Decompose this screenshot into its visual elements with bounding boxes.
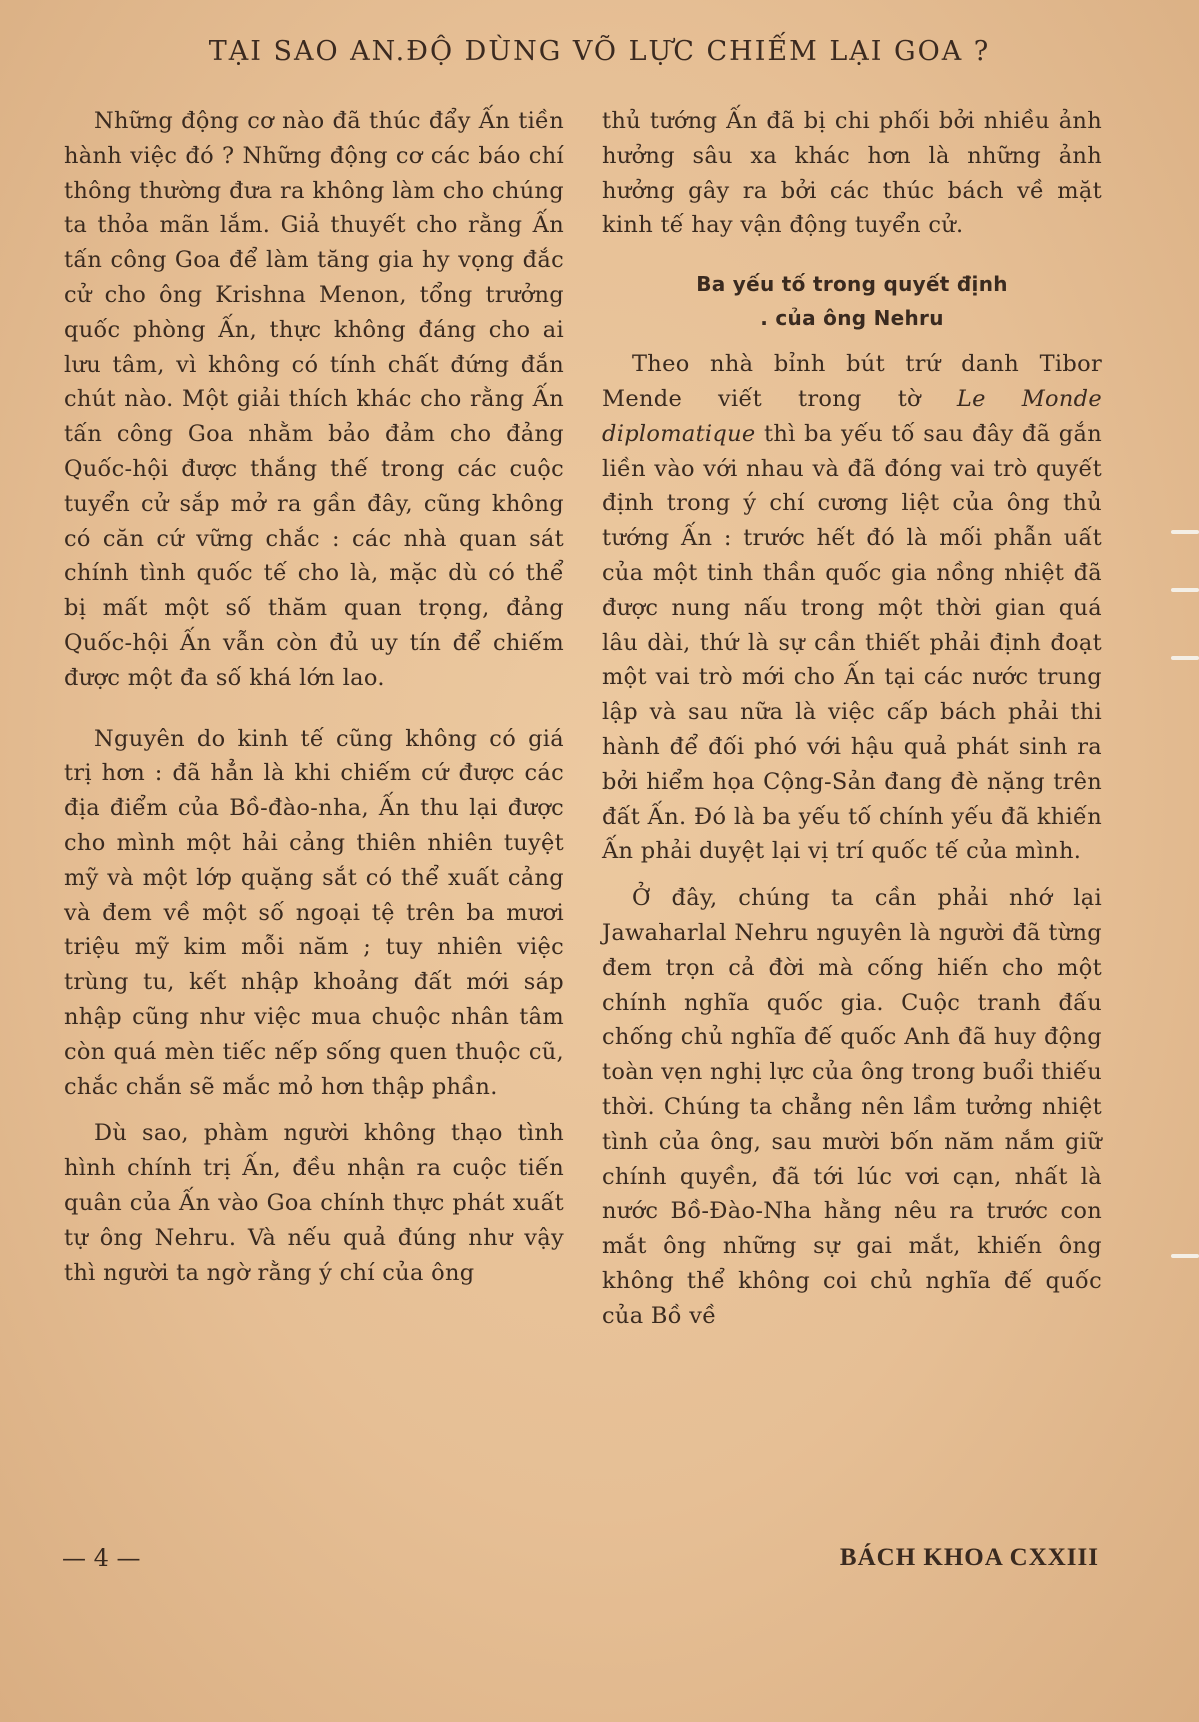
publication-title: Le Monde diplomatique bbox=[602, 385, 1102, 447]
paper-edge-mark bbox=[1171, 1254, 1199, 1258]
paragraph: Dù sao, phàm người không thạo tình hình chính trị Ấn, đều nhận ra cuộc tiến quân của Ấn vào Goa chính thực phát xuất tự ông Nehru. Và nếu quả đúng như vậy thì người ta ngờ rằng ý chí của ông bbox=[64, 1120, 564, 1286]
paragraph bbox=[602, 347, 1102, 869]
paragraph-text: Theo nhà bỉnh bút trứ danh Tibor Mende viết trong tờ bbox=[602, 351, 1102, 412]
paragraph-continued: thủ tướng Ấn đã bị chi phối bởi nhiều ảnh hưởng sâu xa khác hơn là những ảnh hưởng gây ra bởi các thúc bách về mặt kinh tế hay vận động tuyển cử. bbox=[602, 108, 1102, 239]
section-heading-line: Ba yếu tố trong quyết định bbox=[696, 272, 1008, 297]
journal-name: BÁCH KHOA CXXIII bbox=[839, 1544, 1099, 1571]
paper-edge-mark bbox=[1171, 530, 1199, 534]
right-column bbox=[602, 104, 1102, 1334]
paragraph: Những động cơ nào đã thúc đẩy Ấn tiền hành việc đó ? Những động cơ các báo chí thông thường đưa ra không làm cho chúng ta thỏa mãn lắm. Giả thuyết cho rằng Ấn tấn công Goa để làm tăng gia hy vọng đắc cử cho ông Krishna Menon, tổng trưởng quốc phòng Ấn, thực không đáng cho ai lưu tâm, vì không có tính chất đứng đắn chút nào. Một giải thích khác cho rằng Ấn tấn công Goa nhằm bảo đảm cho đảng Quốc-hội được thắng thế trong các cuộc tuyển cử sắp mở ra gần đây, cũng không có căn cứ vững chắc : các nhà quan sát chính tình quốc tế cho là, mặc dù có thể bị mất một số thăm quan trọng, đảng Quốc-hội Ấn vẫn còn đủ uy tín để chiếm được một đa số khá lớn lao. bbox=[64, 108, 564, 691]
left-column bbox=[64, 104, 564, 1290]
section-heading-line: . của ông Nehru bbox=[760, 306, 944, 331]
paragraph: Ở đây, chúng ta cần phải nhớ lại Jawaharlal Nehru nguyên là người đã từng đem trọn cả đời mà cống hiến cho một chính nghĩa quốc gia. Cuộc tranh đấu chống chủ nghĩa đế quốc Anh đã huy động toàn vẹn nghị lực của ông trong buổi thiếu thời. Chúng ta chẳng nên lầm tưởng nhiệt tình của ông, sau mười bốn năm nắm giữ chính quyền, đã tới lúc vơi cạn, nhất là nước Bồ-Đào-Nha hằng nêu ra trước con mắt ông những sự gai mắt, khiến ông không thể không coi chủ nghĩa đế quốc của Bồ về bbox=[602, 885, 1102, 1329]
paragraph: Nguyên do kinh tế cũng không có giá trị hơn : đã hẳn là khi chiếm cứ được các địa điểm của Bồ-đào-nha, Ấn thu lại được cho mình một hải cảng thiên nhiên tuyệt mỹ và một lớp quặng sắt có thể xuất cảng và đem về một số ngoại tệ trên ba mươi triệu mỹ kim mỗi năm ; tuy nhiên việc trùng tu, kết nhập khoảng đất mới sáp nhập cũng như việc mua chuộc nhân tâm còn quá mèn tiếc nếp sống quen thuộc cũ, chắc chắn sẽ mắc mỏ hơn thập phần. bbox=[64, 725, 564, 1100]
paper-edge-mark bbox=[1171, 656, 1199, 660]
running-title: TẠI SAO AN.ĐỘ DÙNG VÕ LỰC CHIẾM LẠI GOA ? bbox=[208, 36, 991, 67]
paper-edge-mark bbox=[1171, 588, 1199, 592]
section-heading bbox=[602, 267, 1102, 335]
page-number: — 4 — bbox=[62, 1544, 141, 1572]
paragraph-text: thì ba yếu tố sau đây đã gắn liền vào với nhau và đã đóng vai trò quyết định trong ý chí cương liệt của ông thủ tướng Ấn : trước hết đó là mối phẫn uất của một tinh thần quốc gia nồng nhiệt đã được nung nấu trong một thời gian quá lâu dài, thứ là sự cần thiết phải định đoạt một vai trò mới cho Ấn tại các nước trung lập và sau nữa là việc cấp bách phải thi hành để đối phó với hậu quả phát sinh ra bởi hiểm họa Cộng-Sản đang đè nặng trên đất Ấn. Đó là ba yếu tố chính yếu đã khiến Ấn phải duyệt lại vị trí quốc tế của mình. bbox=[602, 420, 1102, 865]
